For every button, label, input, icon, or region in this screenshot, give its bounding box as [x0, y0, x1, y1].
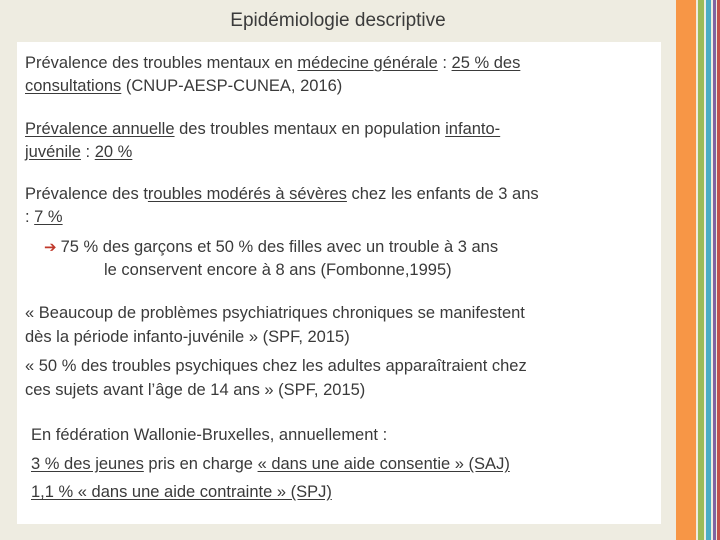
paragraph-3-line-2 [25, 206, 63, 228]
text-underlined: consultations [25, 77, 122, 95]
paragraph-5-line-2 [31, 453, 510, 475]
stripe-purple [713, 0, 716, 540]
paragraph-2-line-1 [25, 118, 500, 140]
text-underlined: infanto- [445, 120, 501, 138]
text: Prévalence des t [25, 185, 148, 203]
text-underlined: médecine générale [297, 54, 438, 72]
text: des troubles mentaux en population [174, 120, 446, 138]
paragraph-4-line-1: « Beaucoup de problèmes psychiatriques chroniques se manifestent [25, 304, 525, 322]
text-underlined: 1,1 % « dans une aide contrainte » (SPJ) [31, 483, 332, 501]
text-underlined: juvénile [25, 143, 81, 161]
text: Prévalence des troubles mentaux en [25, 54, 298, 72]
paragraph-4-line-2: dès la période infanto-juvénile » (SPF, 2015) [25, 328, 350, 346]
text: : [437, 54, 452, 72]
text-underlined: 20 % [94, 143, 133, 161]
text: (CNUP-AESP-CUNEA, 2016) [121, 77, 343, 95]
text: : [80, 143, 95, 161]
stripe-orange [676, 0, 696, 540]
text: : [25, 208, 35, 226]
paragraph-5-line-3 [31, 481, 332, 503]
paragraph-5-line-1: En fédération Wallonie-Bruxelles, annuellement : [31, 426, 388, 444]
arrow-right-icon: ➔ [44, 239, 57, 256]
text-underlined: 3 % des jeunes [31, 455, 144, 473]
text-underlined: « dans une aide consentie » (SAJ) [257, 455, 510, 473]
paragraph-2-line-2 [25, 141, 132, 163]
stripe-blue [706, 0, 711, 540]
paragraph-3-line-1 [25, 183, 539, 205]
text: pris en charge [143, 455, 258, 473]
paragraph-1-line-1 [25, 52, 520, 74]
paragraph-1-line-2 [25, 75, 342, 97]
paragraph-3-line-3 [44, 236, 498, 259]
text-underlined: 7 % [34, 208, 63, 226]
stripe-green [698, 0, 704, 540]
text-underlined: Prévalence annuelle [25, 120, 175, 138]
slide-title: Epidémiologie descriptive [230, 10, 446, 31]
text-underlined: 25 % des [451, 54, 521, 72]
text-underlined: roubles modérés à sévères [147, 185, 347, 203]
paragraph-4-line-3: « 50 % des troubles psychiques chez les adultes apparaîtraient chez [25, 357, 527, 375]
paragraph-3-line-4 [104, 259, 452, 281]
text: 75 % des garçons et 50 % des filles avec un trouble à 3 ans [60, 238, 499, 256]
text: le conservent encore à 8 ans (Fombonne,1995) [104, 261, 452, 279]
content-panel [17, 42, 661, 524]
text: chez les enfants de 3 ans [346, 185, 539, 203]
paragraph-4-line-4: ces sujets avant l’âge de 14 ans » (SPF, 2015) [25, 381, 366, 399]
